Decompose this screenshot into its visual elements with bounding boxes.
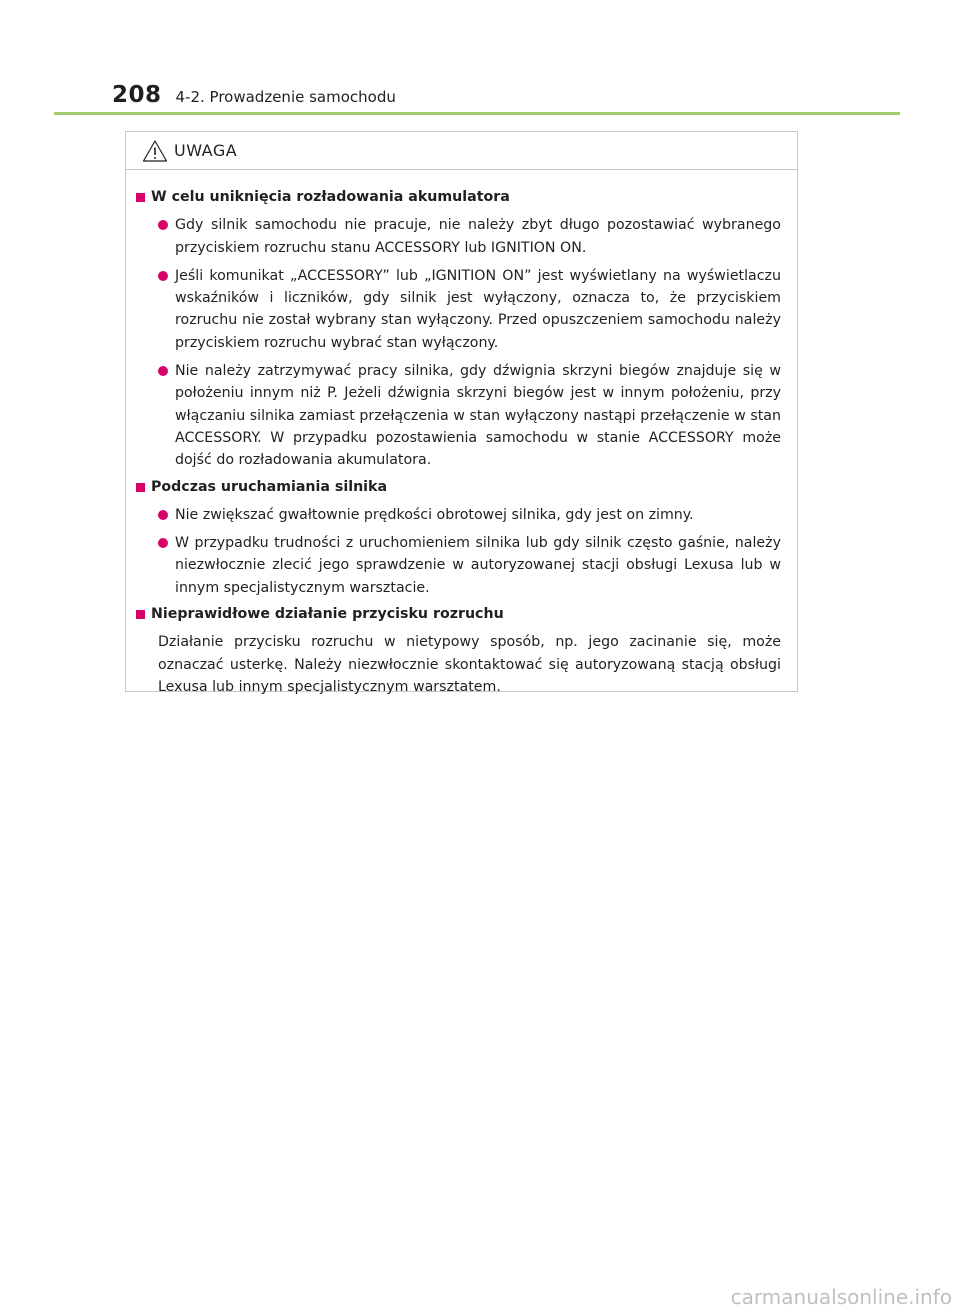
page-number: 208 <box>112 82 162 108</box>
round-bullet-icon <box>158 366 168 376</box>
square-bullet-icon <box>136 483 145 492</box>
warning-title: UWAGA <box>174 141 238 160</box>
list-item-text: Nie należy zatrzymywać pracy silnika, gdy dźwignia skrzyni biegów znajduje się w położeniu innym niż P. Jeżeli dźwignia skrzyni biegów jest w innym położeniu, przy włączaniu silnika zamiast przełączenia w stan wyłączony nastąpi przełączenie w stan ACCESSORY. W przypadku pozostawienia samochodu w stanie ACCESSORY może dojść do rozładowania akumulatora. <box>175 363 781 469</box>
list-item <box>158 214 781 259</box>
section-heading <box>136 603 781 625</box>
section-heading <box>136 476 781 498</box>
warning-header <box>126 132 797 170</box>
paragraph: Działanie przycisku rozruchu w nietypowy sposób, np. jego zacinanie się, może oznaczać usterkę. Należy niezwłocznie skontaktować się autoryzowaną stacją obsługi Lexusa lub innym specjalistycznym warsztatem. <box>158 634 781 695</box>
list-item-text: Gdy silnik samochodu nie pracuje, nie należy zbyt długo pozostawiać wybranego przyciskiem rozruchu stanu ACCESSORY lub IGNITION ON. <box>175 217 781 256</box>
square-bullet-icon <box>136 193 145 202</box>
list-item-text: Nie zwiększać gwałtownie prędkości obrotowej silnika, gdy jest on zimny. <box>175 506 694 523</box>
round-bullet-icon <box>158 538 168 548</box>
square-bullet-icon <box>136 610 145 619</box>
list-item <box>158 265 781 354</box>
list-item <box>158 504 781 526</box>
round-bullet-icon <box>158 220 168 230</box>
section-heading <box>136 186 781 208</box>
section-heading-text: Nieprawidłowe działanie przycisku rozruchu <box>151 606 504 623</box>
round-bullet-icon <box>158 510 168 520</box>
section-heading-text: W celu uniknięcia rozładowania akumulatora <box>151 189 510 205</box>
section-title: 4-2. Prowadzenie samochodu <box>175 88 396 106</box>
watermark: carmanualsonline.info <box>730 1285 952 1309</box>
list-item-text: W przypadku trudności z uruchomieniem silnika lub gdy silnik często gaśnie, należy niezwłocznie zlecić jego sprawdzenie w autoryzowanej stacji obsługi Lexusa lub w innym specjalistycznym warsztacie. <box>175 535 781 596</box>
list-item-text: Jeśli komunikat „ACCESSORY” lub „IGNITION ON” jest wyświetlany na wyświetlaczu wskaźników i liczników, gdy silnik jest wyłączony, oznacza to, że przyciskiem rozruchu nie został wybrany stan wyłączony. Przed opuszczeniem samochodu należy przyciskiem rozruchu wybrać stan wyłączony. <box>175 267 781 351</box>
warning-box <box>125 131 798 695</box>
warning-triangle-icon <box>142 139 168 163</box>
round-bullet-icon <box>158 271 168 281</box>
list-item <box>158 360 781 471</box>
page-header <box>112 82 396 108</box>
header-rule <box>54 112 900 115</box>
warning-body <box>126 170 797 698</box>
list-item <box>158 532 781 599</box>
section-heading-text: Podczas uruchamiania silnika <box>151 478 388 495</box>
